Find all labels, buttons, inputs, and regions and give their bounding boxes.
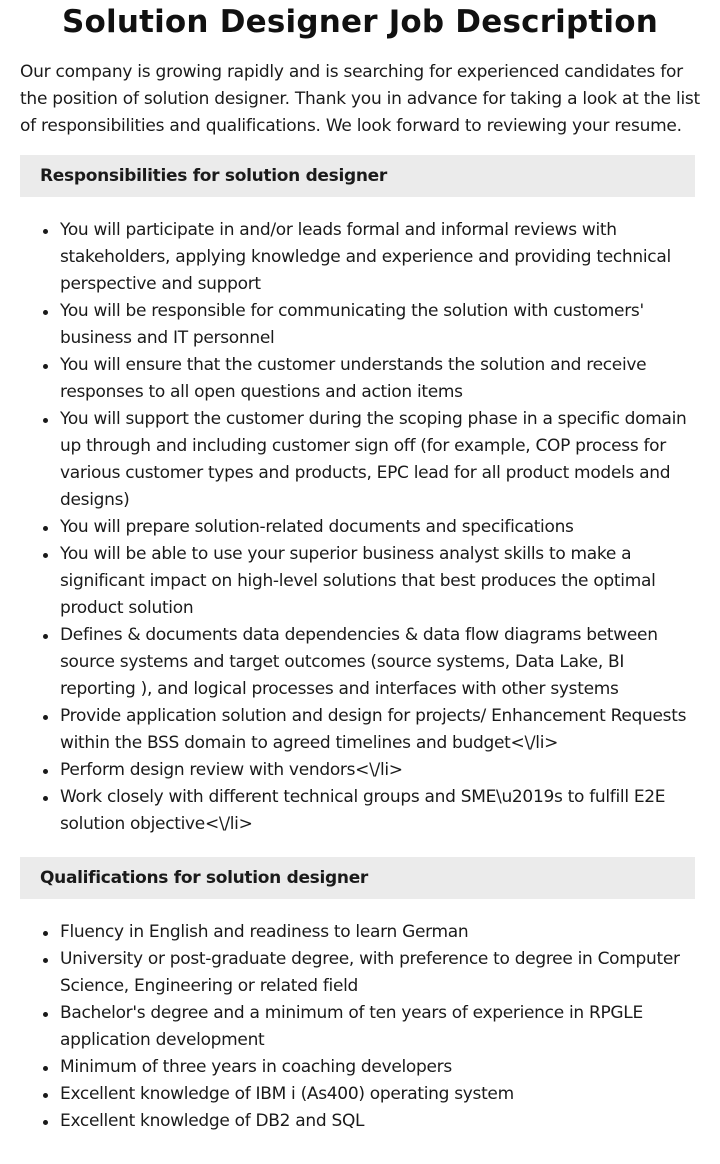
list-item: Defines & documents data dependencies & data flow diagrams between source systems and target outcomes (source systems, Data Lake, BI reporting ), and logical processes and interfaces with other systems (60, 622, 692, 703)
responsibilities-heading: Responsibilities for solution designer (20, 155, 695, 197)
list-item: You will prepare solution-related documents and specifications (60, 514, 692, 541)
list-item: Excellent knowledge of IBM i (As400) operating system (60, 1081, 692, 1108)
list-item: Perform design review with vendors<\/li> (60, 757, 692, 784)
qualifications-list (0, 919, 720, 1135)
responsibilities-list (0, 217, 720, 838)
list-item: You will be able to use your superior business analyst skills to make a significant impact on high-level solutions that best produces the optimal product solution (60, 541, 692, 622)
list-item: Fluency in English and readiness to learn German (60, 919, 692, 946)
list-item: You will participate in and/or leads formal and informal reviews with stakeholders, applying knowledge and experience and providing technical perspective and support (60, 217, 692, 298)
page-title: Solution Designer Job Description (61, 4, 659, 40)
list-item: You will be responsible for communicating the solution with customers' business and IT personnel (60, 298, 692, 352)
list-item: University or post-graduate degree, with preference to degree in Computer Science, Engineering or related field (60, 946, 692, 1000)
list-item: Excellent knowledge of DB2 and SQL (60, 1108, 692, 1135)
list-item: Minimum of three years in coaching developers (60, 1054, 692, 1081)
intro-paragraph: Our company is growing rapidly and is searching for experienced candidates for the position of solution designer. Thank you in advance for taking a look at the list of responsibilities and qualifications. We look forward to reviewing your resume. (20, 62, 700, 136)
list-item: Work closely with different technical groups and SME\u2019s to fulfill E2E solution objective<\/li> (60, 784, 692, 838)
qualifications-heading: Qualifications for solution designer (20, 857, 695, 899)
list-item: Provide application solution and design for projects/ Enhancement Requests within the BSS domain to agreed timelines and budget<\/li> (60, 703, 692, 757)
list-item: You will support the customer during the scoping phase in a specific domain up through and including customer sign off (for example, COP process for various customer types and products, EPC lead for all product models and designs) (60, 406, 692, 514)
list-item: You will ensure that the customer understands the solution and receive responses to all open questions and action items (60, 352, 692, 406)
list-item: Bachelor's degree and a minimum of ten years of experience in RPGLE application development (60, 1000, 692, 1054)
